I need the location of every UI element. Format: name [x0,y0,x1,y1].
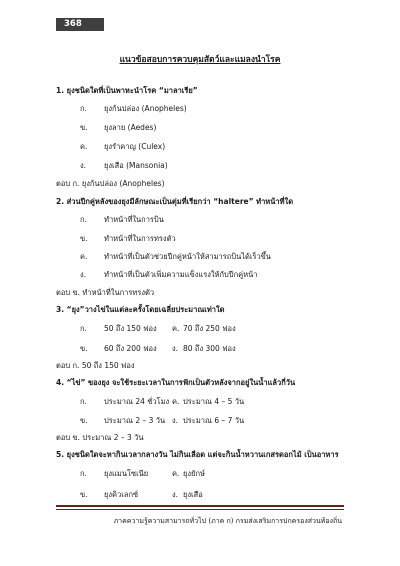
option-letter: ค. [172,469,180,478]
option-letter: ก. [80,469,87,478]
option-letter: ค. [172,397,180,406]
option-text: 80 ถึง 300 ฟอง [183,344,236,353]
option-letter: ข. [80,234,88,243]
footer-text: ภาคความรู้ความสามารถทั่วไป (ภาค ก) กรมส่งเสริมการปกครองส่วนท้องถิ่น [113,517,342,525]
option-text: ทำหน้าที่ในการทรงตัว [104,234,176,243]
option-letter: ง. [172,416,179,425]
option-text: 70 ถึง 250 ฟอง [183,324,236,333]
option-text: ยุงรำคาญ (Culex) [104,142,166,151]
option-text: ทำหน้าที่ในการบิน [104,215,164,224]
option-letter: ก. [80,324,87,333]
option-text: ประมาณ 2 – 3 วัน [104,416,166,425]
option-text: ทำหน้าที่เป็นตัวเพิ่มความแข็งแรงให้กับปีกคู่หน้า [104,270,258,279]
option-text: ยุงก้นปล่อง (Anopheles) [104,104,187,113]
option-text: 50 ถึง 150 ฟอง [104,324,157,333]
option-text: ประมาณ 24 ชั่วโมง [104,397,170,406]
option-text: ยุงแมนโซเนีย [104,469,149,478]
option-letter: ข. [80,490,88,499]
option-letter: ข. [80,123,88,132]
option-text: ยุงเสือ [183,490,203,499]
answer-3: ตอบ ก. 50 ถึง 150 ฟอง [56,361,135,370]
question-3: 3. “ยุง”วางไข่ในแต่ละครั้งโดยเฉลี่ยประมาณเท่าใด [56,305,225,314]
option-letter: ง. [80,161,87,170]
option-letter: ข. [80,344,88,353]
option-letter: ง. [172,490,179,499]
question-2: 2. ส่วนปีกคู่หลังของยุงมีลักษณะเป็นตุ่มที่เรียกว่า “haltere” ทำหน้าที่ใด [56,197,294,206]
option-text: ทำหน้าที่เป็นตัวช่วยปีกคู่หน้าให้สามารถบินได้เร็วขึ้น [104,252,271,261]
answer-1: ตอบ ก. ยุงก้นปล่อง (Anopheles) [56,179,165,188]
page-number-badge: 368 [56,18,104,31]
question-5: 5. ยุงชนิดใดจะหากินเวลากลางวัน ไม่กินเลือด แต่จะกินน้ำหวานเกสรดอกไม้ เป็นอาหาร [56,450,339,459]
option-text: ประมาณ 4 – 5 วัน [183,397,245,406]
option-letter: ค. [172,324,180,333]
page-title: แนวข้อสอบการควบคุมสัตว์และแมลงนำโรค [119,55,281,65]
option-letter: ก. [80,397,87,406]
option-letter: ข. [80,416,88,425]
option-text: ยุงคิวเลกซ์ [104,490,139,499]
footer-rule-thin [56,509,344,510]
option-letter: ง. [80,270,87,279]
option-text: ยุงเสือ (Mansonia) [104,161,168,170]
question-1: 1. ยุงชนิดใดที่เป็นพาหะนำโรค “มาลาเรีย” [56,86,198,95]
answer-4: ตอบ ข. ประมาณ 2 – 3 วัน [56,433,144,442]
option-letter: ค. [80,252,88,261]
option-letter: ง. [172,344,179,353]
option-text: 60 ถึง 200 ฟอง [104,344,157,353]
option-text: ยุงยักษ์ [183,469,205,478]
option-text: ยุงลาย (Aedes) [104,123,157,132]
option-letter: ก. [80,104,87,113]
option-letter: ค. [80,142,88,151]
option-text: ประมาณ 6 – 7 วัน [183,416,245,425]
option-letter: ก. [80,215,87,224]
footer-rule [56,505,344,507]
answer-2: ตอบ ข. ทำหน้าที่ในการทรงตัว [56,288,155,297]
question-4: 4. “ไข่” ของยุง จะใช้ระยะเวลาในการฟักเป็นตัวหลังจากอยู่ในน้ำแล้วกี่วัน [56,378,296,387]
